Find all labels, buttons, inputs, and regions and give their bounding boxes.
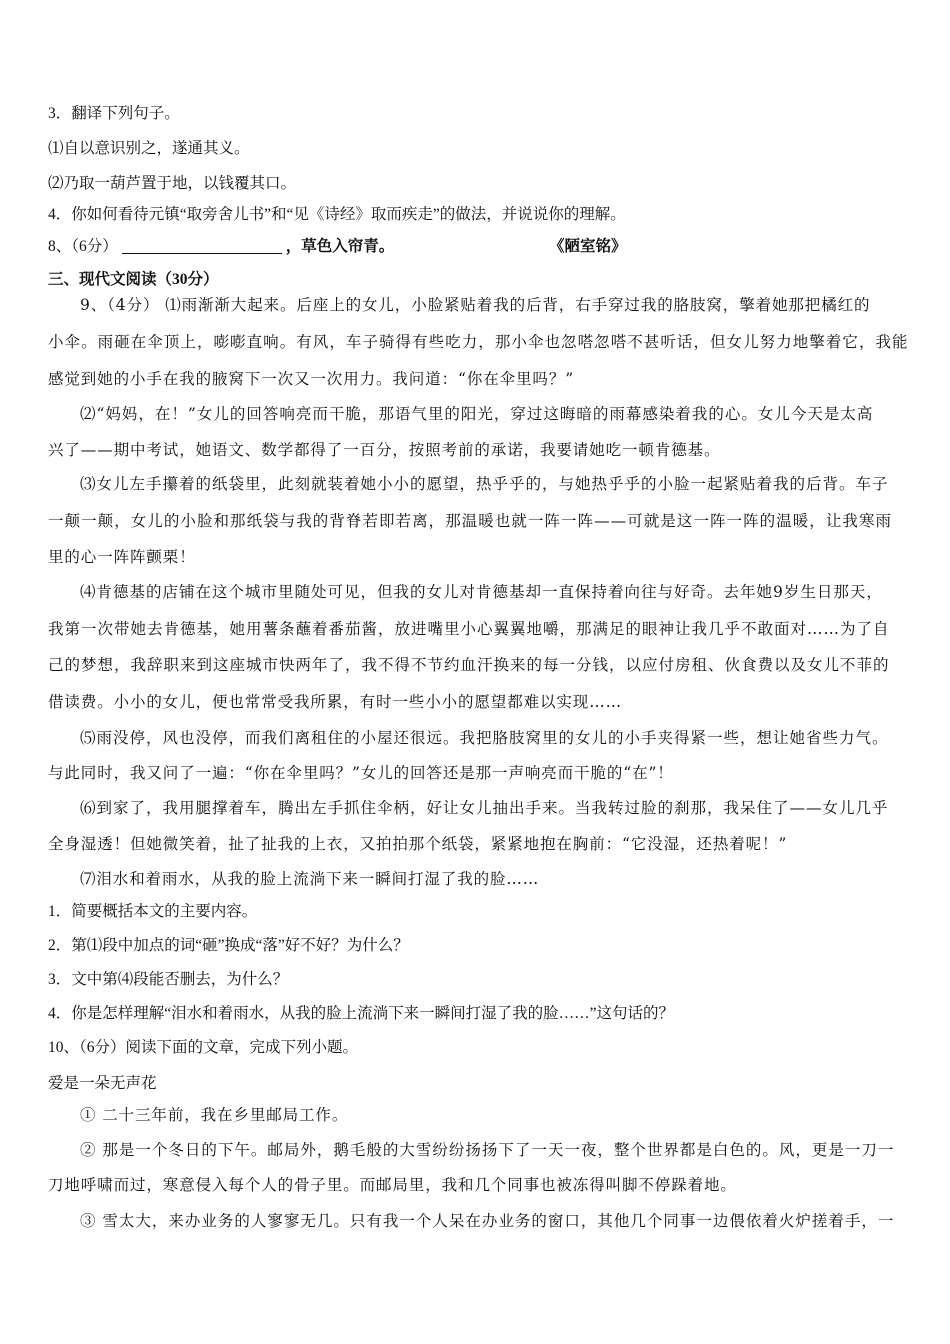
paragraph-line: 与此同时，我又问了一遍：“你在伞里吗？”女儿的回答还是那一声响亮而干脆的“在”！	[48, 764, 674, 782]
translate-sentence-1: ⑴自以意识别之，遂通其义。	[48, 140, 250, 157]
fill-in-blank	[122, 237, 282, 254]
poem-source: 《陋室铭》	[549, 238, 627, 255]
paragraph-line: 9、（4分） ⑴雨渐渐大起来。后座上的女儿，小脸紧贴着我的后背，右手穿过我的胳肢窝，擎着她那把橘红的	[80, 296, 871, 314]
question-3: 3．文中第⑷段能否删去，为什么？	[48, 971, 289, 988]
paragraph-line: 小伞。雨砸在伞顶上，嘭嘭直响。有风，车子骑得有些吃力，那小伞也忽嗒忽嗒不甚听话，但女儿努力地擎着它，我能	[48, 333, 909, 351]
paragraph-line: 己的梦想，我辞职来到这座城市快两年了，我不得不节约血汗换来的每一分钱，以应付房租、伙食费以及女儿不菲的	[48, 656, 890, 674]
paragraph-line: ⑹到家了，我用腿撑着车，腾出左手抓住伞柄，好让女儿抽出手来。当我转过脸的刹那，我呆住了——女儿几乎	[80, 799, 889, 817]
paragraph-line: ⑶女儿左手攥着的纸袋里，此刻就装着她小小的愿望，热乎乎的，与她热乎乎的小脸一起紧贴着我的后背。车子	[80, 475, 889, 493]
paragraph-line: 感觉到她的小手在我的腋窝下一次又一次用力。我问道：“你在伞里吗？”	[48, 370, 575, 388]
paragraph-line: ③ 雪太大，来办业务的人寥寥无几。只有我一个人呆在办业务的窗口，其他几个同事一边偎依着火炉搓着手，一	[80, 1212, 895, 1230]
paragraph-line: 兴了——期中考试，她语文、数学都得了一百分，按照考前的承诺，我要请她吃一顿肯德基。	[48, 441, 721, 459]
poem-line: ，草色入帘青。	[285, 238, 395, 255]
question-2: 2．第⑴段中加点的词“砸”换成“落”好不好？为什么？	[48, 937, 409, 954]
article-title: 爱是一朵无声花	[48, 1074, 157, 1092]
paragraph-line: 借读费。小小的女儿，便也常常受我所累，有时一些小小的愿望都难以实现……	[48, 693, 623, 711]
paragraph-line: ② 那是一个冬日的下午。邮局外，鹅毛般的大雪纷纷扬扬下了一天一夜，整个世界都是白色的。风，更是一刀一	[80, 1141, 895, 1159]
paragraph-line: ⑸雨没停，风也没停，而我们离租住的小屋还很远。我把胳肢窝里的女儿的小手夹得紧一些，想让她省些力气。	[80, 729, 889, 747]
paragraph-line: 刀地呼啸而过，寒意侵入每个人的骨子里。而邮局里，我和几个同事也被冻得叫脚不停跺着地。	[48, 1176, 737, 1194]
question-8-label: 8、（6分）	[48, 238, 118, 255]
section-3-heading: 三、现代文阅读（30分）	[48, 271, 219, 288]
paragraph-line: 全身湿透！但她微笑着，扯了扯我的上衣，又拍拍那个纸袋，紧紧地抱在胸前：“它没湿，还热着呢！”	[48, 835, 788, 853]
question-10-heading: 10、（6分）阅读下面的文章，完成下列小题。	[48, 1039, 359, 1056]
paragraph-line: ⑷肯德基的店铺在这个城市里随处可见，但我的女儿对肯德基却一直保持着向往与好奇。去年她9岁生日那天，	[80, 583, 883, 601]
translate-sentence-2: ⑵乃取一葫芦置于地，以钱覆其口。	[48, 175, 297, 192]
paragraph-line: 一颠一颠，女儿的小脸和那纸袋与我的背脊若即若离，那温暖也就一阵一阵——可就是这一阵一阵的温暖，让我寒雨	[48, 512, 893, 530]
paragraph-line: 里的心一阵阵颤栗！	[48, 548, 196, 566]
paragraph-line: ① 二十三年前，我在乡里邮局工作。	[80, 1106, 349, 1124]
paragraph-line: ⑵“妈妈，在！”女儿的回答响亮而干脆，那语气里的阳光，穿过这晦暗的雨幕感染着我的心。女儿今天是太高	[80, 405, 874, 423]
question-4-heading: 4．你如何看待元镇“取旁舍儿书”和“见《诗经》取而疾走”的做法，并说说你的理解。	[48, 206, 626, 223]
question-4: 4．你是怎样理解“泪水和着雨水，从我的脸上流淌下来一瞬间打湿了我的脸……”这句话的？	[48, 1005, 675, 1022]
question-3-heading: 3．翻译下列句子。	[48, 105, 180, 122]
paragraph-line: ⑺泪水和着雨水，从我的脸上流淌下来一瞬间打湿了我的脸……	[80, 870, 540, 888]
question-8-line	[48, 237, 394, 257]
question-1: 1．简要概括本文的主要内容。	[48, 903, 258, 920]
paragraph-line: 我第一次带她去肯德基，她用薯条蘸着番茄酱，放进嘴里小心翼翼地嚼，那满足的眼神让我几乎不敢面对……为了自	[48, 620, 890, 638]
